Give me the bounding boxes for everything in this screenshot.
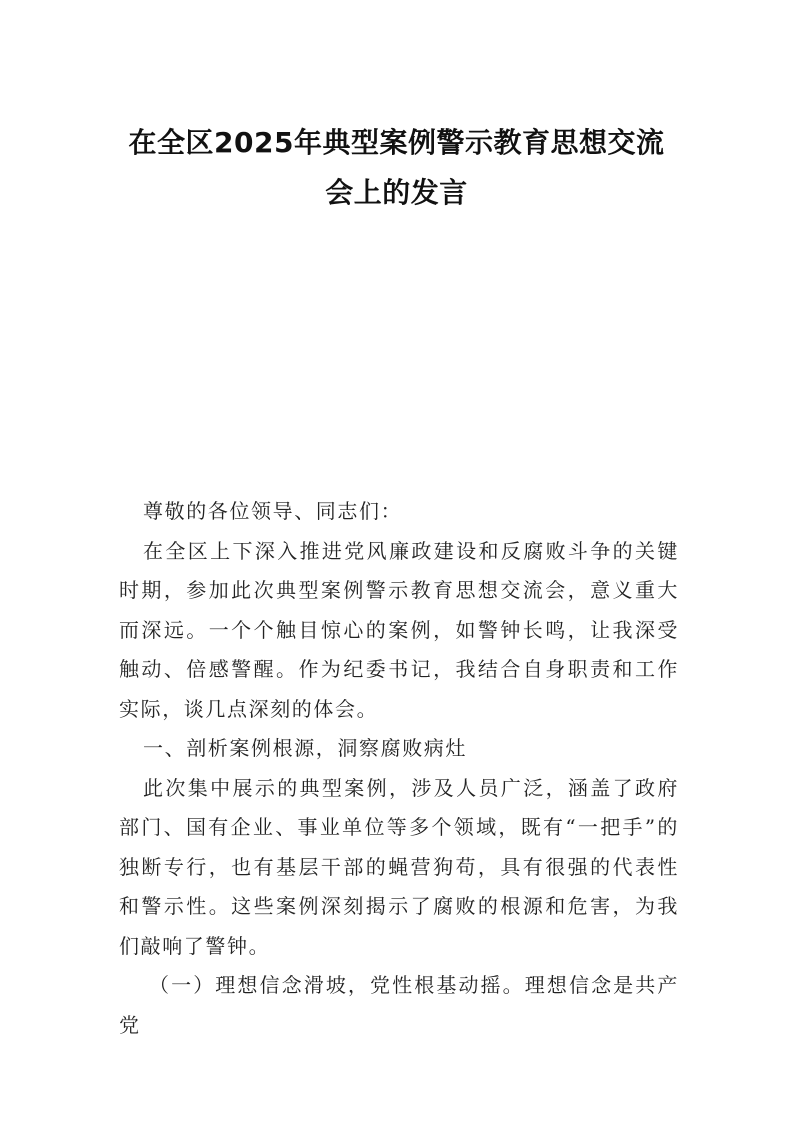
salutation: 尊敬的各位领导、同志们： — [143, 499, 403, 523]
paragraph-intro: 在全区上下深入推进党风廉政建设和反腐败斗争的关键时期，参加此次典型案例警示教育思想交流会，意义重大而深远。一个个触目惊心的案例，如警钟长鸣，让我深受触动、倍感警醒。作为纪委书记，我结合自身职责和工作实际，谈几点深刻的体会。 — [119, 538, 679, 721]
section-heading-1: 一、剖析案例根源，洞察腐败病灶 — [143, 736, 467, 760]
paragraph-cases: 此次集中展示的典型案例，涉及人员广泛，涵盖了政府部门、国有企业、事业单位等多个领域，既有“一把手”的独断专行，也有基层干部的蝇营狗苟，具有很强的代表性和警示性。这些案例深刻揭示了腐败的根源和危害，为我们敲响了警钟。 — [119, 775, 679, 958]
subsection-heading-1: （一）理想信念滑坡，党性根基动摇。理想信念是共产党 — [119, 973, 679, 1037]
document-body — [119, 492, 679, 1045]
title-line-1: 在全区2025年典型案例警示教育思想交流 — [128, 126, 665, 159]
title-line-2: 会上的发言 — [325, 176, 468, 209]
document-title — [100, 118, 693, 218]
